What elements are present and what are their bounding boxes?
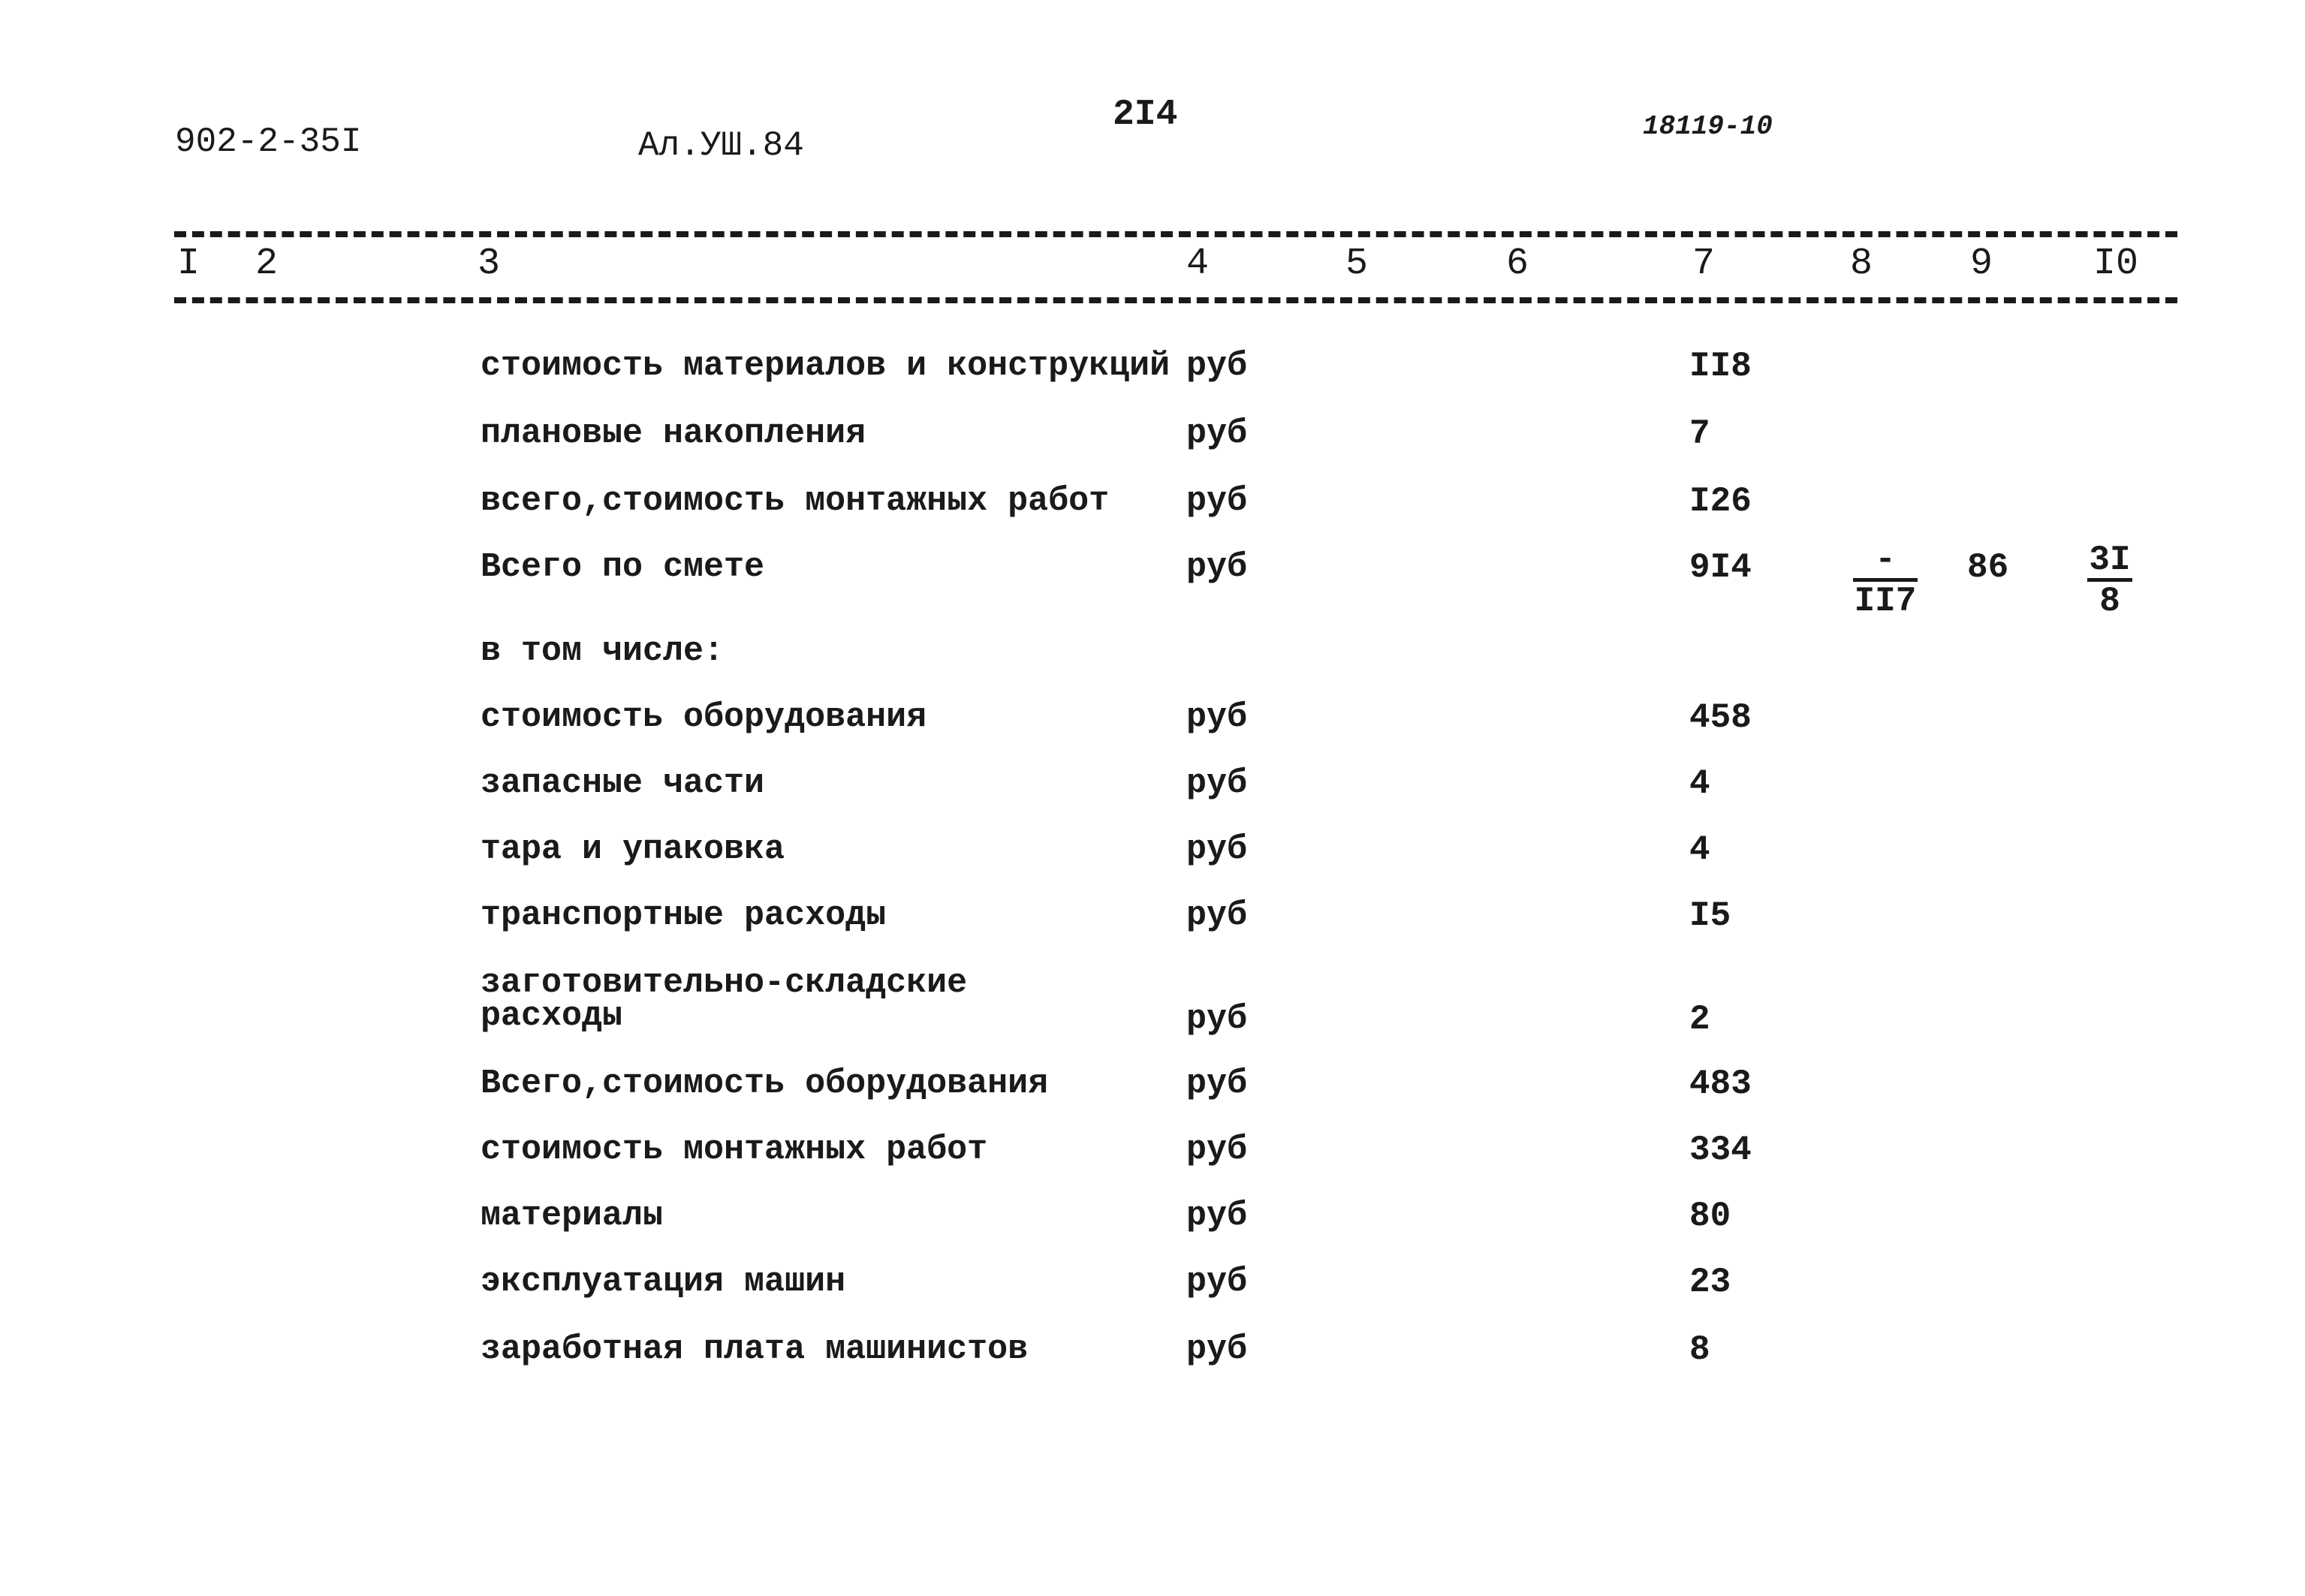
table-row-subheading — [0, 632, 2305, 677]
column-number-3: 3 — [478, 242, 501, 285]
row-value-col7: 458 — [1689, 698, 1752, 737]
row-value-col7: 8 — [1689, 1330, 1710, 1369]
fraction-numerator: 3I — [2087, 542, 2132, 582]
row-description: в том числе: — [481, 632, 725, 670]
row-unit: руб — [1186, 896, 1248, 935]
row-description: стоимость материалов и конструкций — [481, 347, 1171, 385]
row-value-col7: II8 — [1689, 347, 1752, 386]
row-value-col7: I26 — [1689, 482, 1752, 521]
row-unit: руб — [1186, 482, 1248, 520]
table-row — [0, 414, 2305, 459]
total-col8-fraction — [1853, 542, 1918, 621]
column-number-8: 8 — [1850, 242, 1873, 285]
table-row — [0, 1065, 2305, 1110]
page-number: 2I4 — [1113, 95, 1178, 135]
table-row — [0, 964, 2305, 1049]
row-unit: руб — [1186, 414, 1248, 453]
table-row — [0, 764, 2305, 809]
row-unit: руб — [1186, 1197, 1248, 1235]
column-number-1: I — [177, 242, 200, 285]
column-number-4: 4 — [1186, 242, 1210, 285]
row-unit: руб — [1186, 698, 1248, 736]
row-description-line2: расходы — [481, 997, 623, 1035]
row-value-col7: 80 — [1689, 1197, 1731, 1236]
table-row-total — [0, 548, 2305, 593]
fraction-numerator: - — [1853, 542, 1918, 582]
total-col10-fraction — [2087, 542, 2132, 621]
row-value-col7: 4 — [1689, 830, 1710, 869]
fraction-denominator: II7 — [1854, 582, 1917, 621]
row-unit: руб — [1186, 830, 1248, 869]
row-description: Всего по смете — [481, 548, 765, 586]
row-description: заработная плата машинистов — [481, 1330, 1029, 1369]
row-description: всего,стоимость монтажных работ — [481, 482, 1110, 520]
row-description: стоимость оборудования — [481, 698, 927, 736]
row-unit: руб — [1186, 1263, 1248, 1301]
table-row — [0, 830, 2305, 875]
row-description: плановые накопления — [481, 414, 866, 453]
row-description: Всего,стоимость оборудования — [481, 1065, 1049, 1103]
row-unit: руб — [1186, 347, 1248, 385]
row-description: запасные части — [481, 764, 765, 803]
row-unit: руб — [1186, 1131, 1248, 1169]
row-value-col7: 2 — [1689, 1000, 1710, 1039]
album-number: Ал.УШ.84 — [638, 126, 804, 165]
row-value-col7: 23 — [1689, 1263, 1731, 1302]
row-unit: руб — [1186, 1330, 1248, 1369]
row-value-col7: 483 — [1689, 1065, 1752, 1104]
row-unit: руб — [1186, 1000, 1248, 1038]
row-value-col7: 334 — [1689, 1131, 1752, 1170]
row-description-line1: заготовительно-складские — [481, 964, 968, 1002]
row-description: тара и упаковка — [481, 830, 785, 869]
row-unit: руб — [1186, 548, 1248, 586]
table-header-top-rule — [174, 231, 2177, 237]
table-header-bottom-rule — [174, 297, 2177, 303]
fraction-denominator: 8 — [2099, 582, 2120, 621]
column-number-5: 5 — [1345, 242, 1369, 285]
table-row — [0, 1131, 2305, 1176]
document-code: 902-2-35I — [175, 122, 362, 161]
row-description: эксплуатация машин — [481, 1263, 846, 1301]
total-col9-value: 86 — [1967, 548, 2009, 587]
table-row — [0, 482, 2305, 527]
row-description: транспортные расходы — [481, 896, 887, 935]
column-number-7: 7 — [1692, 242, 1716, 285]
row-value-col7: I5 — [1689, 896, 1731, 935]
column-number-2: 2 — [255, 242, 279, 285]
table-row — [0, 1330, 2305, 1375]
row-description: материалы — [481, 1197, 664, 1235]
row-value-col7: 4 — [1689, 764, 1710, 803]
table-row — [0, 347, 2305, 392]
table-row — [0, 1263, 2305, 1308]
column-number-10: I0 — [2093, 242, 2139, 285]
row-unit: руб — [1186, 764, 1248, 803]
archive-stamp: 18119-10 — [1643, 111, 1773, 142]
column-number-6: 6 — [1506, 242, 1529, 285]
row-unit: руб — [1186, 1065, 1248, 1103]
column-number-9: 9 — [1970, 242, 1993, 285]
table-row — [0, 896, 2305, 941]
row-value-col7: 9I4 — [1689, 548, 1752, 587]
table-row — [0, 698, 2305, 743]
row-description: стоимость монтажных работ — [481, 1131, 988, 1169]
table-row — [0, 1197, 2305, 1242]
row-value-col7: 7 — [1689, 414, 1710, 453]
